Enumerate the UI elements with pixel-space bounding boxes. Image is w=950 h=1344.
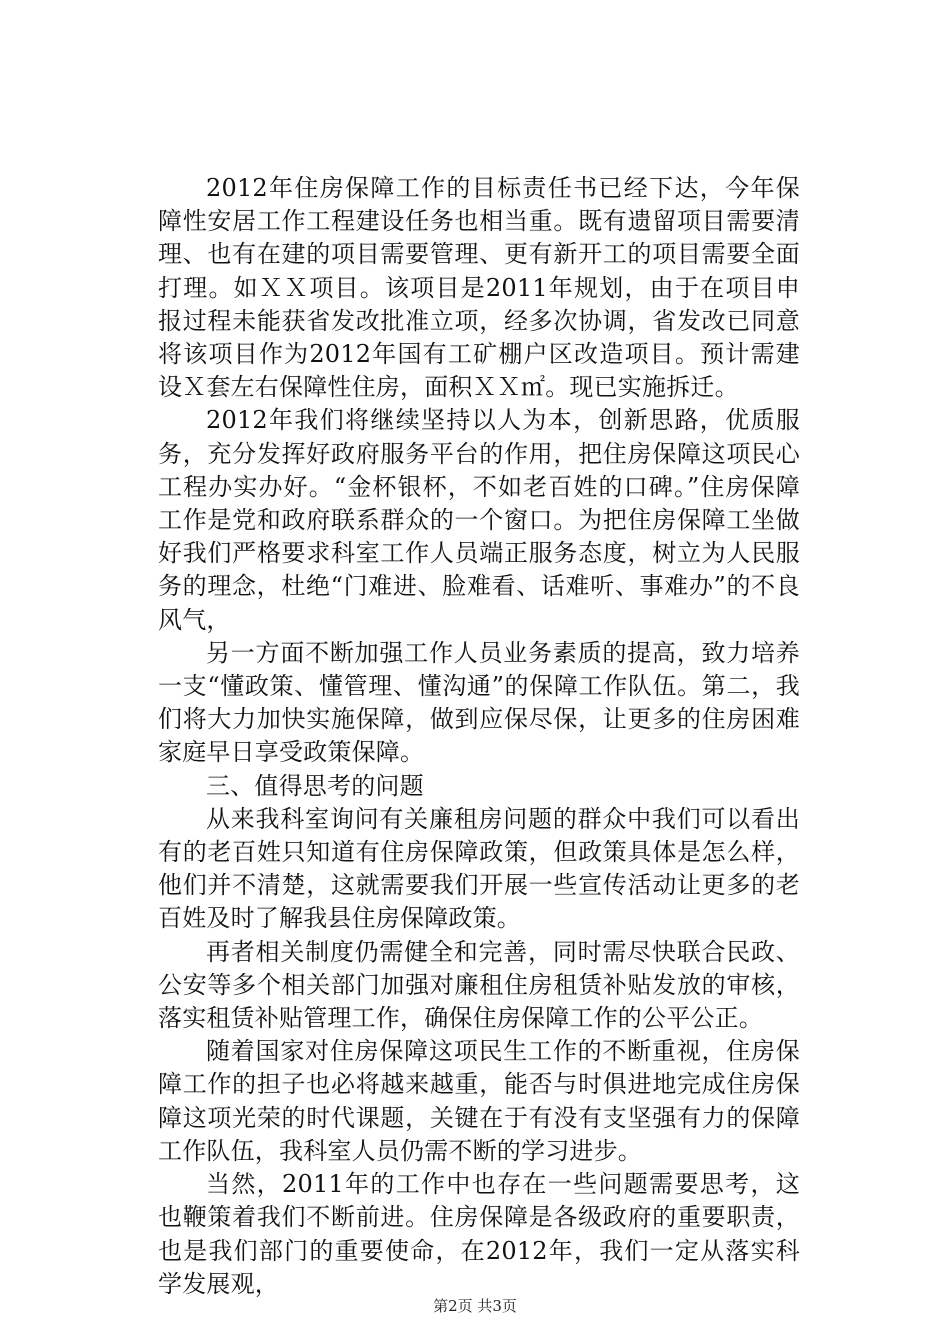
paragraph-service-plan: 2012年我们将继续坚持以人为本，创新思路，优质服务，充分发挥好政府服务平台的作用，把住房保障这项民心工程办实办好。“金杯银杯，不如老百姓的口碑。”住房保障工作是党和政府联系群众的一个窗口。为把住房保障工坐做好我们严格要求科室工作人员端正服务态度，树立为人民服务的理念，杜绝“门难进、脸难看、话难听、事难办”的不良风气， [158, 406, 800, 634]
paragraph-team-building: 随着国家对住房保障这项民生工作的不断重视，住房保障工作的担子也必将越来越重，能否与时俱进地完成住房保障这项光荣的时代课题，关键在于有没有支坚强有力的保障工作队伍，我科室人员仍需不断的学习进步。 [158, 1037, 800, 1165]
paragraph-conclusion: 当然，2011年的工作中也存在一些问题需要思考，这也鞭策着我们不断前进。住房保障是各级政府的重要职责，也是我们部门的重要使命，在2012年，我们一定从落实科学发展观， [158, 1170, 800, 1298]
paragraph-public-awareness: 从来我科室询问有关廉租房问题的群众中我们可以看出有的老百姓只知道有住房保障政策，但政策具体是怎么样，他们并不清楚，这就需要我们开展一些宣传活动让更多的老百姓及时了解我县住房保障政策。 [158, 804, 800, 933]
section-heading: 三、值得思考的问题 [206, 771, 424, 800]
paragraph-targets: 2012年住房保障工作的目标责任书已经下达，今年保障性安居工作工程建设任务也相当重。既有遗留项目需要清理、也有在建的项目需要管理、更有新开工的项目需要全面打理。如ＸＸ项目。该项目是2011年规划，由于在项目申报过程未能获省发改批准立项，经多次协调，省发改已同意将该项目作为2012年国有工矿棚户区改造项目。预计需建设Ｘ套左右保障性住房，面积ＸＸ㎡。现已实施拆迁。 [158, 174, 800, 402]
paragraph-staff-training: 另一方面不断加强工作人员业务素质的提高，致力培养一支“懂政策、懂管理、懂沟通”的保障工作队伍。第二，我们将大力加快实施保障，做到应保尽保，让更多的住房困难家庭早日享受政策保障。 [158, 638, 800, 767]
page-footer: 第2页 共3页 [433, 1297, 517, 1315]
document-body [158, 172, 800, 1301]
paragraph-system-improvement: 再者相关制度仍需健全和完善，同时需尽快联合民政、公安等多个相关部门加强对廉租住房租赁补贴发放的审核，落实租赁补贴管理工作，确保住房保障工作的公平公正。 [158, 937, 800, 1033]
